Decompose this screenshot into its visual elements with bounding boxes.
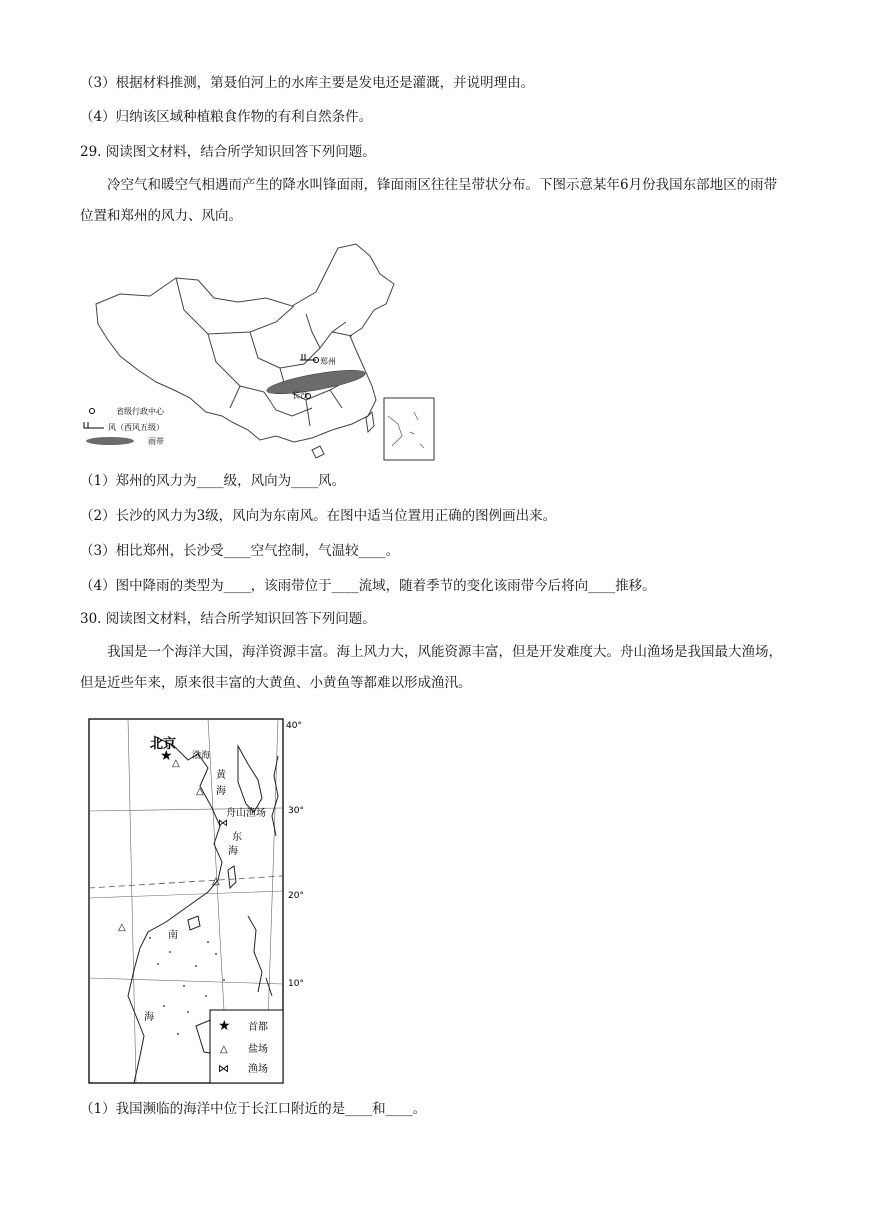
question-29-3: （3）相比郑州，长沙受____空气控制，气温较____。 (80, 543, 400, 559)
question-29-title: 29. 阅读图文材料，结合所学知识回答下列问题。 (80, 144, 376, 160)
question-29-material: 冷空气和暖空气相遇而产生的降水叫锋面雨，锋面雨区往往呈带状分布。下图示意某年6月份我国东部地区的雨带位置和郑州的风力、风向。 (80, 177, 778, 224)
legend-rain-label: 雨带 (148, 437, 164, 446)
legend-capital-label: 省级行政中心 (116, 407, 164, 416)
south-sea-inset (384, 398, 434, 460)
changsha-label: 长沙 (292, 391, 308, 400)
question-30-title: 30. 阅读图文材料，结合所学知识回答下列问题。 (80, 611, 376, 627)
hainan-island (312, 446, 324, 458)
legend-fish-label: 渔场 (248, 1064, 268, 1075)
question-30-1: （1）我国濒临的海洋中位于长江口附近的是____和____。 (80, 1101, 427, 1117)
taiwan-island (366, 412, 374, 432)
question-28-3: （3）根据材料推测，第聂伯河上的水库主要是发电还是灌溉，并说明理由。 (80, 75, 535, 91)
zhengzhou-label: 郑州 (320, 357, 336, 366)
question-28-4: （4）归纳该区域种植粮食作物的有利自然条件。 (80, 109, 373, 125)
south-sea-label-2: 海 (144, 1012, 154, 1023)
province-borders (176, 278, 352, 426)
beijing-star-icon: ★ (160, 748, 173, 764)
legend-salt-icon: △ (220, 1044, 228, 1055)
legend-capital-label-2: 首都 (248, 1022, 268, 1033)
east-sea-label-2: 海 (228, 846, 238, 857)
question-29-2: （2）长沙的风力为3级，风向为东南风。在图中适当位置用正确的图例画出来。 (80, 508, 557, 524)
legend-fish-icon: ⋈ (218, 1062, 229, 1075)
salt-field-icon-3: △ (212, 876, 220, 887)
legend-capital-star-icon: ★ (218, 1018, 231, 1034)
legend-salt-label: 盐场 (248, 1044, 268, 1055)
china-seas-map (88, 716, 318, 1088)
china-rainbelt-map (80, 240, 440, 462)
east-sea-label-1: 东 (232, 832, 242, 843)
lat-40-label: 40° (286, 721, 302, 731)
lat-30-label: 30° (288, 806, 304, 816)
legend-capital-icon (90, 409, 95, 414)
salt-field-icon-1: △ (172, 758, 180, 769)
lat-10-label: 10° (288, 979, 304, 989)
legend-wind-label: 风（西风五级） (108, 423, 164, 432)
salt-field-icon-4: △ (118, 922, 126, 933)
legend-wind-icon (84, 422, 104, 428)
fishery-label: 舟山渔场 (226, 808, 266, 819)
legend-rain-icon (86, 437, 134, 445)
bohai-label: 渤海 (192, 751, 211, 761)
lat-20-label: 20° (288, 891, 304, 901)
beijing-label: 北京 (150, 737, 177, 752)
yellow-sea-label-1: 黄 (216, 770, 226, 781)
question-30-material: 我国是一个海洋大国，海洋资源丰富。海上风力大，风能资源丰富，但是开发难度大。舟山渔场是我国最大渔场，但是近些年来，原来很丰富的大黄鱼、小黄鱼等都难以形成渔汛。 (80, 644, 782, 691)
south-sea-label-1: 南 (168, 930, 178, 941)
salt-field-icon-2: △ (196, 786, 204, 797)
fishery-fish-icon: ⋈ (218, 818, 228, 829)
yellow-sea-label-2: 海 (216, 786, 226, 797)
question-29-1: （1）郑州的风力为____级，风向为____风。 (80, 473, 346, 489)
question-29-4: （4）图中降雨的类型为____，该雨带位于____流域，随着季节的变化该雨带今后将向____推移。 (80, 578, 656, 594)
